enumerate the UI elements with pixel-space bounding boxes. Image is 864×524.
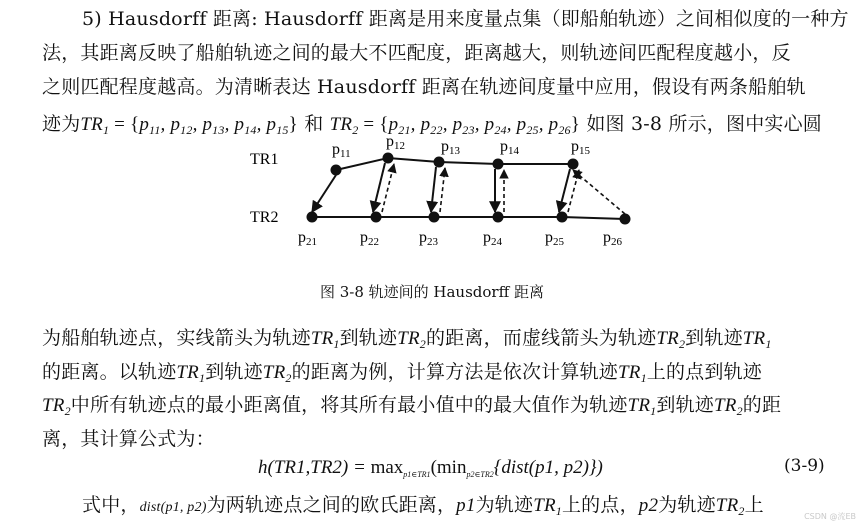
set-point: $p_{21}$	[388, 114, 411, 137]
tr2-point	[620, 214, 631, 225]
formula-min-sub: p2∈TR2	[466, 470, 494, 479]
term-tr2: $TR_2$	[329, 114, 359, 137]
tr1-point-label: p15	[571, 138, 590, 157]
para2-line2: 的距离。以轨迹$TR_1$到轨迹$TR_2$的距离为例，计算方法是依次计算轨迹$TR_1$上的点到轨迹	[42, 361, 762, 385]
set-point: $p_{14}$	[234, 114, 257, 137]
para1-line2: 法，其距离反映了船舶轨迹之间的最大不匹配度，距离越大，则轨迹间匹配程度越小，反	[42, 42, 791, 64]
para1-line1: 5) Hausdorff 距离: Hausdorff 距离是用来度量点集（即船舶轨迹）之间相似度的一种方	[82, 8, 849, 30]
para1-line4: 迹为$TR_1 = \{p_{11}$, $p_{12}$, $p_{13}$, $p_{14}$, $p_{15}$} 和 $TR_2 = \{p_{21}$, $p_{22}$, $p_{23}$, $p_{24}$, $p_{25}$, $p_{26}$} 如图 3-8 所示，图中实心圆	[42, 113, 823, 137]
set-point: $p_{23}$	[452, 114, 475, 137]
hausdorff-formula: $h(TR1,TR2) = \max_{p1\in TR1}(\min_{p2\in TR2}\{dist(p1$, p2)})	[258, 457, 603, 479]
para1-line3: 之则匹配程度越高。为清晰表达 Hausdorff 距离在轨迹间度量中应用，假设有两条船舶轨	[42, 76, 806, 98]
set-point: $p_{15}$	[266, 114, 289, 137]
dashed-arrow	[573, 170, 625, 214]
formula-max-sub: p1∈TR1	[403, 470, 431, 479]
formula-body: {dist(p1, p2)})	[493, 457, 603, 478]
tr2-point-label: p22	[360, 229, 379, 248]
set-point: $p_{24}$	[484, 114, 507, 137]
figure-caption: 图 3-8 轨迹间的 Hausdorff 距离	[319, 283, 545, 301]
para3-line1: 式中，dist(p1, p2)为两轨迹点之间的欧氏距离，p1为轨迹$TR_1$上的点，p2为轨迹$TR_2$上	[82, 494, 764, 518]
equation-number: (3-9)	[784, 456, 825, 476]
text-fragment: 如图 3-8 所示，图中实心圆	[586, 113, 823, 135]
tr1-point-label: p13	[441, 138, 460, 157]
tr2-point-label: p25	[545, 229, 564, 248]
tr1-label: TR1	[250, 151, 279, 168]
trajectory-figure	[236, 126, 656, 252]
tr2-point	[371, 212, 382, 223]
dashed-arrow	[440, 168, 445, 212]
tr2-point	[307, 212, 318, 223]
set-point: $p_{22}$	[420, 114, 443, 137]
text-fragment: 和	[304, 113, 324, 135]
watermark: CSDN @流EB	[804, 512, 856, 521]
tr2-point-label: p24	[483, 229, 502, 248]
set-point: $p_{12}$	[170, 114, 193, 137]
tr1-point	[568, 159, 579, 170]
tr1-point	[383, 153, 394, 164]
tr2-point-label: p26	[603, 229, 622, 248]
para2-line3: $TR_2$中所有轨迹点的最小距离值，将其所有最小值中的最大值作为轨迹$TR_1$到轨迹$TR_2$的距	[42, 394, 782, 418]
tr1-path	[336, 158, 573, 170]
formula-max: max	[370, 457, 404, 478]
solid-arrow	[431, 167, 436, 212]
dashed-arrow	[568, 170, 579, 212]
formula-lhs: h(TR1,TR2) =	[258, 457, 371, 478]
tr2-path	[312, 217, 625, 219]
para2-line4: 离，其计算公式为：	[42, 428, 215, 450]
set-point: $p_{11}$	[139, 114, 161, 137]
term-tr1: $TR_1$	[80, 114, 110, 137]
set-point: $p_{25}$	[516, 114, 539, 137]
tr1-point	[331, 165, 342, 176]
tr1-point-label: p11	[332, 141, 351, 160]
tr1-point-label: p14	[500, 138, 519, 157]
text-fragment: 迹为	[42, 113, 81, 135]
tr2-label: TR2	[250, 209, 279, 226]
tr1-point-set: $p_{11}$, $p_{12}$, $p_{13}$, $p_{14}$, $p_{15}$	[139, 114, 289, 137]
tr1-point	[493, 159, 504, 170]
tr2-point-label: p23	[419, 229, 438, 248]
formula-min: min	[436, 457, 467, 478]
solid-arrow	[312, 175, 336, 212]
tr2-point	[429, 212, 440, 223]
set-point: $p_{26}$	[548, 114, 571, 137]
set-point: $p_{13}$	[202, 114, 225, 137]
tr1-point	[434, 157, 445, 168]
tr1-point-label: p12	[386, 133, 405, 152]
tr2-point-label: p21	[298, 229, 317, 248]
tr2-point	[557, 212, 568, 223]
tr2-point-set: $p_{21}$, $p_{22}$, $p_{23}$, $p_{24}$, $p_{25}$, $p_{26}$	[388, 114, 571, 137]
para2-line1: 为船舶轨迹点，实线箭头为轨迹$TR_1$到轨迹$TR_2$的距离，而虚线箭头为轨迹$TR_2$到轨迹$TR_1$	[42, 327, 772, 351]
tr2-point	[493, 212, 504, 223]
solid-arrow	[559, 169, 570, 212]
